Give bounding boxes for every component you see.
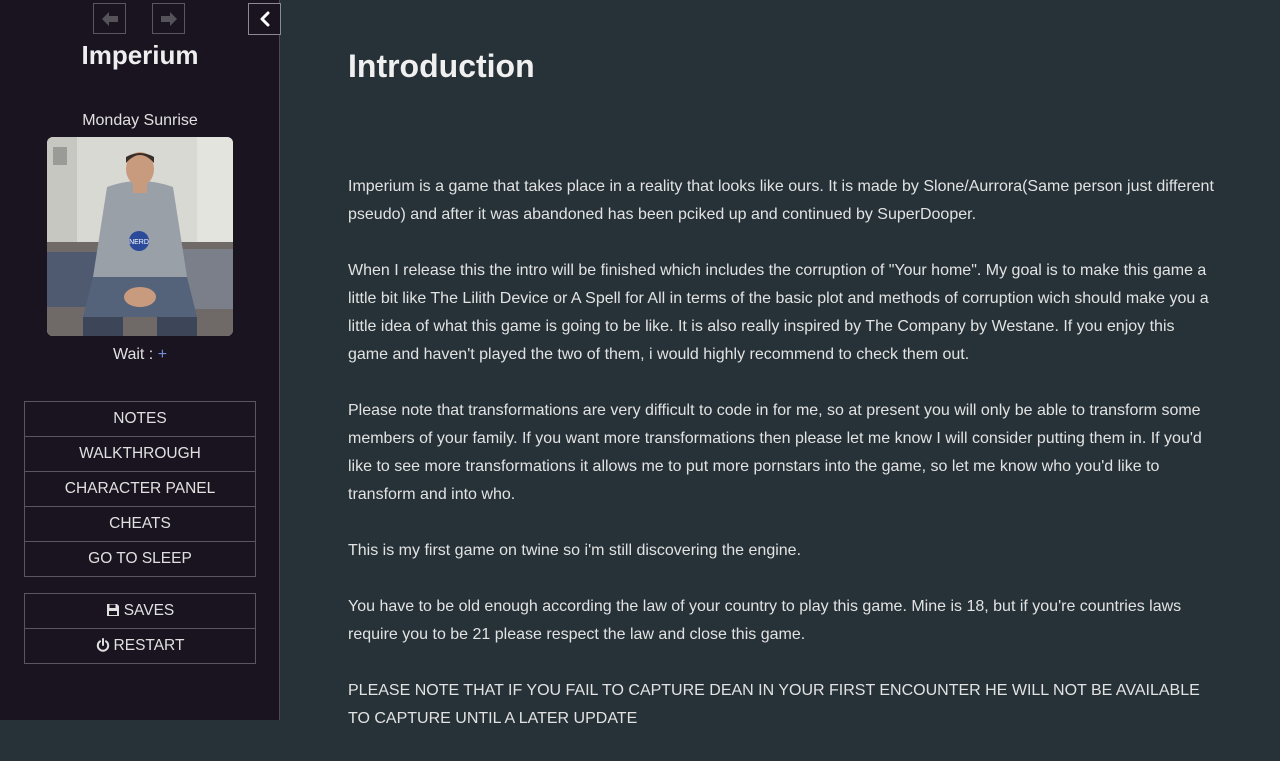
paragraph: PLEASE NOTE THAT IF YOU FAIL TO CAPTURE DEAN IN YOUR FIRST ENCOUNTER HE WILL NOT BE AVAILABLE TO CAPTURE UNTIL A LATER UPDATE <box>348 682 1200 727</box>
restart-button[interactable] <box>25 628 255 663</box>
saves-label: SAVES <box>123 602 175 619</box>
wait-label: Wait : <box>112 346 154 363</box>
menu-go-to-sleep[interactable]: GO TO SLEEP <box>25 541 255 576</box>
arrow-left-icon <box>101 11 119 27</box>
story-title: Imperium <box>81 40 199 70</box>
time-of-day: Monday Sunrise <box>82 112 198 129</box>
power-icon <box>96 638 110 652</box>
shirt-text: NERD <box>129 239 149 246</box>
sidebar-menu <box>24 401 256 577</box>
chevron-left-icon <box>258 11 272 27</box>
paragraph: Imperium is a game that takes place in a reality that looks like ours. It is made by Slone/Aurrora(Same person just different pseudo) and after it was abandoned has been pciked up and continued by SuperDooper. <box>348 178 1214 223</box>
system-menu <box>24 593 256 664</box>
saves-button[interactable] <box>25 594 255 628</box>
history-back-button[interactable] <box>93 3 126 34</box>
menu-notes[interactable]: NOTES <box>113 410 167 427</box>
wait-control <box>0 346 280 364</box>
passage-title: Introduction <box>348 48 535 84</box>
paragraph: When I release this the intro will be finished which includes the corruption of "Your home". My goal is to make this game a little bit like The Lilith Device or A Spell for All in terms of the basic plot and methods of corruption wich should make you a little idea of what this game is going to be like. It is also really inspired by The Company by Westane. If you enjoy this game and haven't played the two of them, i would highly recommend to check them out. <box>348 262 1209 363</box>
character-portrait <box>47 137 233 336</box>
paragraph: Please note that transformations are very difficult to code in for me, so at present you will only be able to transform some members of your family. If you want more transformations then please let me know I will consider putting them in. If you'd like to see more transformations it allows me to put more pornstars into the game, so let me know who you'd like to transform and into who. <box>348 402 1202 503</box>
arrow-right-icon <box>160 11 178 27</box>
paragraph: You have to be old enough according the law of your country to play this game. Mine is 18, but if you're countries laws require you to be 21 please respect the law and close this game. <box>348 598 1182 643</box>
history-forward-button[interactable] <box>152 3 185 34</box>
menu-walkthrough[interactable]: WALKTHROUGH <box>25 436 255 471</box>
sidebar-collapse-button[interactable] <box>248 3 281 35</box>
wait-plus-link[interactable]: + <box>157 346 168 363</box>
restart-label: RESTART <box>113 637 185 654</box>
passage-body <box>348 173 1218 761</box>
menu-character-panel[interactable]: CHARACTER PANEL <box>25 471 255 506</box>
paragraph: This is my first game on twine so i'm still discovering the engine. <box>348 542 802 559</box>
menu-cheats[interactable]: CHEATS <box>25 506 255 541</box>
floppy-disk-icon <box>106 603 120 617</box>
sidebar <box>0 0 280 720</box>
